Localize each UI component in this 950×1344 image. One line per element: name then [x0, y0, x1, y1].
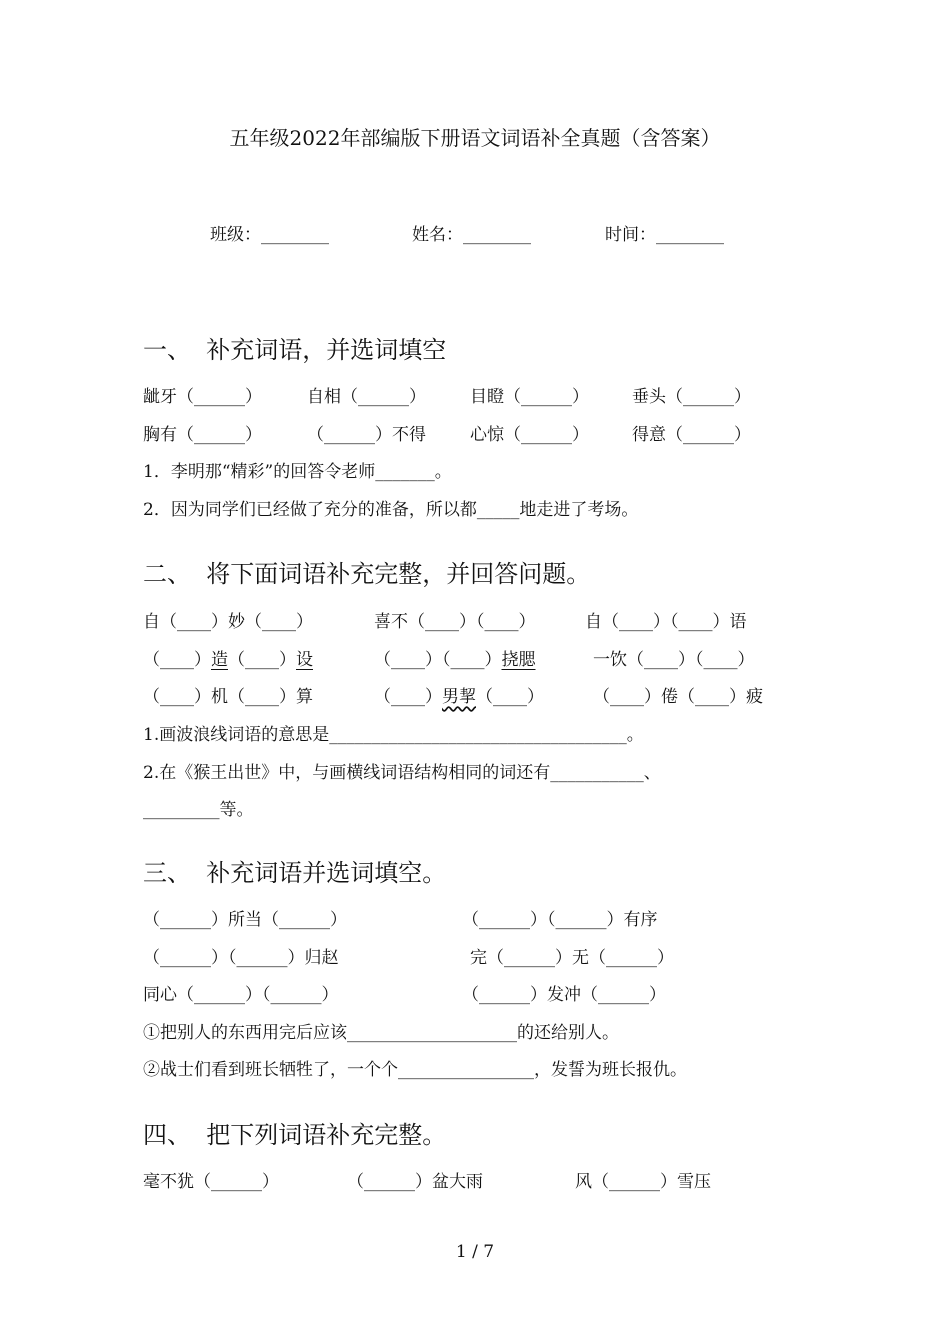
- s1-item: 自相（______）: [307, 387, 426, 407]
- s3-item: （______）（______）归赵: [143, 948, 339, 968]
- time-field: 时间：________: [605, 225, 724, 245]
- s2-item-underlined: （____）造（____）设: [143, 650, 313, 670]
- s1-item: 心惊（______）: [470, 425, 589, 445]
- s2-question-1: 1.画波浪线词语的意思是___________________________________。: [143, 725, 644, 745]
- s3-item: 同心（______）（______）: [143, 985, 339, 1005]
- s1-item: 垂头（______）: [632, 387, 751, 407]
- section-1-heading: 一、 补充词语，并选词填空: [143, 336, 447, 364]
- s1-item: 得意（______）: [632, 425, 751, 445]
- s1-item: 目瞪（______）: [470, 387, 589, 407]
- s1-item: 龇牙（______）: [143, 387, 262, 407]
- s3-item: （______）发冲（______）: [462, 985, 666, 1005]
- s3-question-2: ②战士们看到班长牺牲了，一个个________________，发誓为班长报仇。: [143, 1060, 687, 1080]
- s1-question-2: 2．因为同学们已经做了充分的准备，所以都_____地走进了考场。: [143, 500, 639, 520]
- s2-item: 喜不（____）（____）: [374, 612, 536, 632]
- s3-item: （______）所当（______）: [143, 910, 347, 930]
- section-3-heading: 三、 补充词语并选词填空。: [143, 859, 447, 887]
- s3-item: 完（______）无（______）: [470, 948, 674, 968]
- s2-item: 自（____）妙（____）: [143, 612, 313, 632]
- name-field: 姓名：________: [412, 225, 531, 245]
- s2-item: （____）倦（____）疲: [593, 687, 763, 707]
- class-field: 班级：________: [210, 225, 329, 245]
- s2-question-2: 2.在《猴王出世》中，与画横线词语结构相同的词还有___________、: [143, 763, 661, 783]
- s2-question-2-cont: _________等。: [143, 800, 254, 820]
- s2-item-wavy: （____）男挈（____）: [374, 687, 544, 707]
- section-4-heading: 四、 把下列词语补充完整。: [143, 1121, 447, 1149]
- s1-question-1: 1．李明那“精彩”的回答令老师_______。: [143, 462, 452, 482]
- s1-item: 胸有（______）: [143, 425, 262, 445]
- s2-item: 自（____）（____）语: [585, 612, 747, 632]
- s2-item: （____）机（____）算: [143, 687, 313, 707]
- s2-item: 一饮（____）（____）: [593, 650, 755, 670]
- s2-item-underlined: （____）（____）挠腮: [374, 650, 536, 670]
- page-number: 1 / 7: [455, 1242, 495, 1262]
- document-title: 五年级2022年部编版下册语文词语补全真题（含答案）: [229, 126, 721, 150]
- s4-item: （______）盆大雨: [347, 1172, 483, 1192]
- s3-question-1: ①把别人的东西用完后应该____________________的还给别人。: [143, 1023, 619, 1043]
- s3-item: （______）（______）有序: [462, 910, 658, 930]
- s4-item: 风（______）雪压: [575, 1172, 711, 1192]
- s4-item: 毫不犹（______）: [143, 1172, 279, 1192]
- s1-item: （______）不得: [307, 425, 426, 445]
- section-2-heading: 二、 将下面词语补充完整，并回答问题。: [143, 560, 591, 588]
